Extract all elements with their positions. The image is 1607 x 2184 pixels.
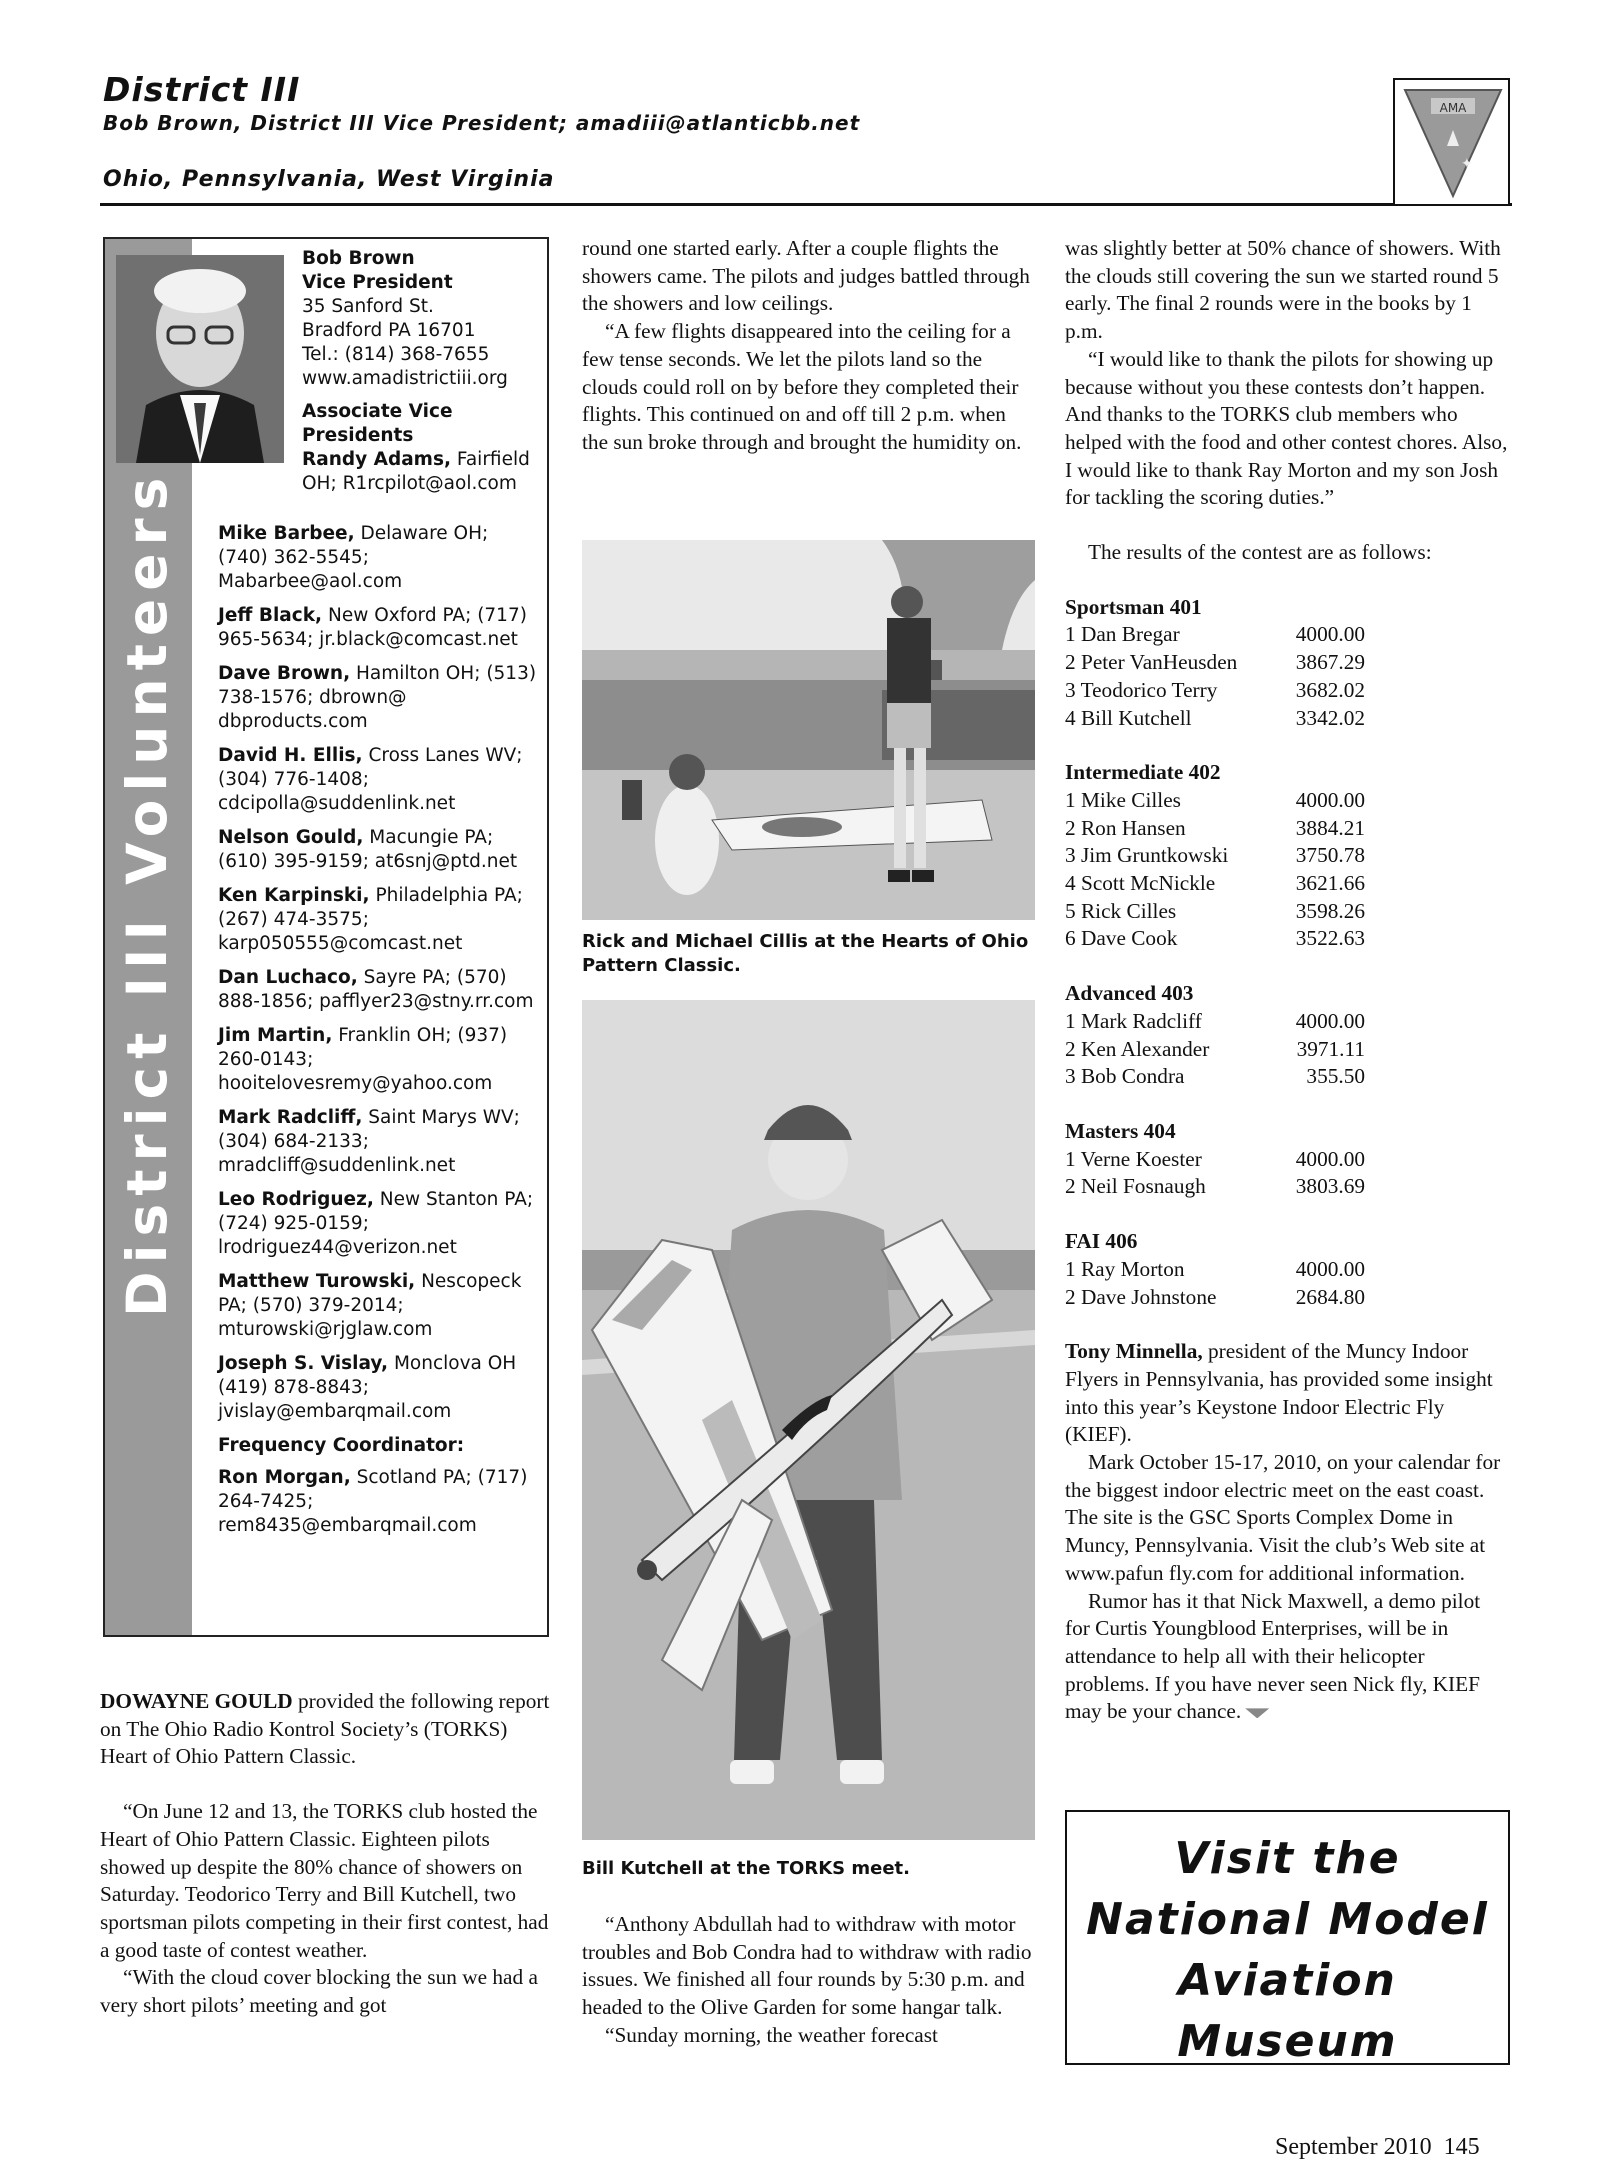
vp-address2: Bradford PA 16701 xyxy=(302,320,476,341)
article-paragraph: was slightly better at 50% chance of showers. With the clouds still covering the sun we started round 5 early. The final 2 rounds were in the books by 1 p.m. xyxy=(1065,236,1501,344)
associate-entry: Randy Adams, Fairfield OH; R1rcpilot@aol.com xyxy=(302,449,530,494)
results-class-heading: FAI 406 xyxy=(1065,1229,1138,1254)
article-lead: DOWAYNE GOULD provided the following report on The Ohio Radio Kontrol Society’s (TORKS) Heart of Ohio Pattern Classic. xyxy=(100,1689,550,1769)
article-paragraph: “I would like to thank the pilots for showing up because without you these contests don’t happen. And thanks to the TORKS club members who helped with the food and other contest chores. Also, I would like to thank Ray Morton and my son Josh for tackling the scoring duties.” xyxy=(1065,346,1508,510)
results-fai xyxy=(1065,1228,1510,1311)
article-paragraph: “A few flights disappeared into the ceiling for a few tense seconds. We let the pilots land so the clouds could roll on by before they completed their flights. This continued on and off till 2 p.m. when the sun broke through and brought the humidity on. xyxy=(582,319,1022,454)
volunteer-entry: Dave Brown, Hamilton OH; (513) 738-1576; dbrown@ dbproducts.com xyxy=(218,663,537,732)
results-sportsman xyxy=(1065,594,1510,733)
vp-title: Vice President xyxy=(302,272,453,293)
article-paragraph: Mark October 15-17, 2010, on your calendar for the biggest indoor electric meet on the east coast. The site is the GSC Sports Complex Dome in Muncy, Pennsylvania. Visit the club’s Web site at www.pafun fly.com for additional information. xyxy=(1065,1450,1501,1585)
results-class-heading: Intermediate 402 xyxy=(1065,760,1221,785)
results-row: 1 Verne Koester 4000.00 xyxy=(1065,1146,1365,1171)
museum-line: Aviation xyxy=(1178,1955,1397,2006)
volunteer-entry: Mark Radcliff, Saint Marys WV; (304) 684-2133; mradcliff@suddenlink.net xyxy=(218,1107,520,1176)
results-class-heading: Masters 404 xyxy=(1065,1118,1176,1143)
results-row: 2 Ron Hansen 3884.21 xyxy=(1065,815,1365,840)
article-column-2-continued xyxy=(582,1911,1032,2050)
article-column-1 xyxy=(100,1688,550,2020)
vp-name: Bob Brown xyxy=(302,248,415,269)
district-title: District III xyxy=(103,70,301,109)
article-column-3 xyxy=(1065,235,1510,1726)
museum-line: National Model xyxy=(1086,1894,1489,1945)
article-paragraph: “Sunday morning, the weather forecast xyxy=(605,2022,938,2047)
results-row: 4 Bill Kutchell 3342.02 xyxy=(1065,705,1365,730)
results-row: 2 Ken Alexander 3971.11 xyxy=(1065,1036,1365,1061)
article-paragraph: “With the cloud cover blocking the sun we had a very short pilots’ meeting and got xyxy=(100,1965,538,2018)
results-class-heading: Advanced 403 xyxy=(1065,981,1194,1006)
photo-caption-1: Rick and Michael Cillis at the Hearts of Ohio Pattern Classic. xyxy=(582,931,1029,976)
volunteers-sidebar xyxy=(103,237,549,1637)
results-row: 1 Mark Radcliff 4000.00 xyxy=(1065,1008,1365,1033)
volunteer-entry: Dan Luchaco, Sayre PA; (570) 888-1856; pafflyer23@stny.rr.com xyxy=(218,967,534,1012)
volunteer-entry: Joseph S. Vislay, Monclova OH (419) 878-8843; jvislay@embarqmail.com xyxy=(218,1353,517,1422)
volunteer-entry: Mike Barbee, Delaware OH; (740) 362-5545; Mabarbee@aol.com xyxy=(218,523,489,592)
volunteer-entry: Jim Martin, Franklin OH; (937) 260-0143; hooitelovesremy@yahoo.com xyxy=(218,1025,508,1094)
header-divider xyxy=(100,203,1512,206)
results-row: 2 Peter VanHeusden 3867.29 xyxy=(1065,650,1365,675)
results-row: 6 Dave Cook 3522.63 xyxy=(1065,926,1365,951)
volunteer-entry: Jeff Black, New Oxford PA; (717) 965-5634; jr.black@comcast.net xyxy=(218,605,527,650)
ama-end-mark-icon xyxy=(1245,1708,1269,1718)
article-paragraph: Rumor has it that Nick Maxwell, a demo pilot for Curtis Youngblood Enterprises, will be in attendance to help all with their helicopter problems. If you have never seen Nick fly, KIEF may be your chance. xyxy=(1065,1588,1481,1724)
vp-address1: 35 Sanford St. xyxy=(302,296,434,317)
volunteers-band-label: District III Volunteers xyxy=(115,469,179,1317)
results-row: 3 Jim Gruntkowski 3750.78 xyxy=(1065,843,1365,868)
results-intermediate xyxy=(1065,759,1510,953)
results-class-heading: Sportsman 401 xyxy=(1065,594,1202,619)
associate-heading: Associate Vice Presidents xyxy=(302,401,453,446)
results-row: 4 Scott McNickle 3621.66 xyxy=(1065,871,1365,896)
frequency-heading: Frequency Coordinator: xyxy=(218,1435,465,1456)
vp-website: www.amadistrictiii.org xyxy=(302,368,508,389)
vp-phone: Tel.: (814) 368-7655 xyxy=(302,344,490,365)
results-row: 2 Neil Fosnaugh 3803.69 xyxy=(1065,1174,1365,1199)
article-paragraph: Tony Minnella, president of the Muncy Indoor Flyers in Pennsylvania, has provided some insight into this year’s Keystone Indoor Electric Fly (KIEF). xyxy=(1065,1339,1493,1447)
results-row: 5 Rick Cilles 3598.26 xyxy=(1065,898,1365,923)
article-paragraph: The results of the contest are as follows: xyxy=(1088,540,1432,565)
photo-rick-michael-cillis xyxy=(582,540,1035,920)
volunteer-entry: David H. Ellis, Cross Lanes WV; (304) 776-1408; cdcipolla@suddenlink.net xyxy=(218,745,523,814)
museum-promo-box xyxy=(1065,1810,1510,2065)
results-row: 1 Dan Bregar 4000.00 xyxy=(1065,622,1365,647)
vice-president-info xyxy=(302,247,542,496)
svg-text:✦: ✦ xyxy=(1461,156,1473,172)
results-row: 2 Dave Johnstone 2684.80 xyxy=(1065,1284,1365,1309)
ama-logo-text: AMA xyxy=(1439,101,1467,115)
volunteer-entry: Ken Karpinski, Philadelphia PA; (267) 474-3575; karp050555@comcast.net xyxy=(218,885,523,954)
bob-brown-portrait xyxy=(116,255,284,463)
article-paragraph: “Anthony Abdullah had to withdraw with motor troubles and Bob Condra had to withdraw with radio issues. We finished all four rounds by 5:30 p.m. and headed to the Olive Garden for some hangar talk. xyxy=(582,1912,1032,2020)
page-footer xyxy=(1275,2134,1480,2161)
results-masters xyxy=(1065,1118,1510,1201)
ama-logo xyxy=(1393,78,1510,204)
volunteer-entry: Nelson Gould, Macungie PA; (610) 395-9159; at6snj@ptd.net xyxy=(218,827,518,872)
district-states: Ohio, Pennsylvania, West Virginia xyxy=(103,167,555,192)
article-paragraph: round one started early. After a couple flights the showers came. The pilots and judges battled through the showers and low ceilings. xyxy=(582,236,1030,316)
page-number: 145 xyxy=(1443,2134,1480,2160)
issue-date: September 2010 xyxy=(1275,2134,1432,2160)
results-row: 3 Bob Condra 355.50 xyxy=(1065,1064,1365,1089)
museum-line: Museum xyxy=(1177,2016,1398,2067)
results-row: 3 Teodorico Terry 3682.02 xyxy=(1065,677,1365,702)
volunteer-entry: Leo Rodriguez, New Stanton PA; (724) 925-0159; lrodriguez44@verizon.net xyxy=(218,1189,534,1258)
district-vp-line: Bob Brown, District III Vice President; amadiii@atlanticbb.net xyxy=(103,111,861,135)
volunteer-entry: Matthew Turowski, Nescopeck PA; (570) 379-2014; mturowski@rjglaw.com xyxy=(218,1271,522,1340)
photo-bill-kutchell xyxy=(582,1000,1035,1840)
frequency-entry: Ron Morgan, Scotland PA; (717) 264-7425; rem8435@embarqmail.com xyxy=(218,1467,528,1536)
volunteer-list xyxy=(218,522,543,1548)
photo-caption-2: Bill Kutchell at the TORKS meet. xyxy=(582,1858,910,1879)
results-advanced xyxy=(1065,980,1510,1091)
results-row: 1 Mike Cilles 4000.00 xyxy=(1065,787,1365,812)
museum-line: Visit the xyxy=(1174,1833,1401,1884)
results-row: 1 Ray Morton 4000.00 xyxy=(1065,1256,1365,1281)
article-column-2 xyxy=(582,235,1032,457)
article-paragraph: “On June 12 and 13, the TORKS club hosted the Heart of Ohio Pattern Classic. Eighteen pilots showed up despite the 80% chance of showers on Saturday. Teodorico Terry and Bill Kutchell, two sportsman pilots competing in their first contest, had a good taste of contest weather. xyxy=(100,1799,549,1962)
